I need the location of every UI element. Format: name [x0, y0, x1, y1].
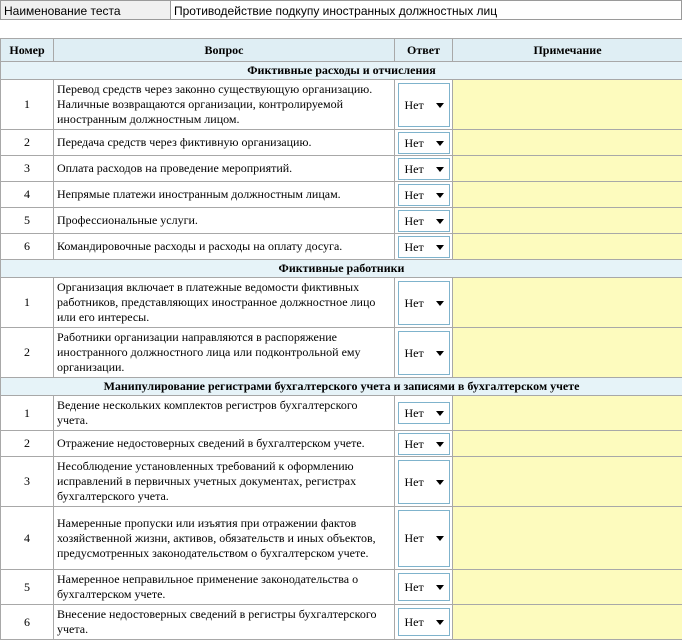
table-row: [1, 507, 682, 570]
column-header-number: Номер: [1, 39, 54, 62]
question-text: Отражение недостоверных сведений в бухгалтерском учете.: [54, 431, 395, 457]
chevron-down-icon: [436, 536, 444, 541]
question-text: Профессиональные услуги.: [54, 208, 395, 234]
question-number: 4: [1, 507, 54, 570]
note-input[interactable]: [453, 182, 682, 208]
chevron-down-icon: [436, 245, 444, 250]
answer-value: Нет: [405, 214, 424, 228]
question-number: 6: [1, 605, 54, 640]
answer-cell: [395, 507, 453, 570]
chevron-down-icon: [436, 193, 444, 198]
question-text: Непрямые платежи иностранным должностным лицам.: [54, 182, 395, 208]
section-title: Фиктивные работники: [1, 260, 682, 278]
answer-value: Нет: [405, 580, 424, 594]
chevron-down-icon: [436, 480, 444, 485]
note-input[interactable]: [453, 278, 682, 328]
answer-cell: [395, 396, 453, 431]
answer-select[interactable]: [398, 281, 450, 325]
question-number: 1: [1, 396, 54, 431]
chevron-down-icon: [436, 585, 444, 590]
table-row: [1, 605, 682, 640]
question-text: Командировочные расходы и расходы на оплату досуга.: [54, 234, 395, 260]
note-input[interactable]: [453, 328, 682, 378]
table-row: [1, 156, 682, 182]
answer-cell: [395, 278, 453, 328]
table-row: [1, 130, 682, 156]
table-row: [1, 328, 682, 378]
answer-value: Нет: [405, 98, 424, 112]
column-header-question: Вопрос: [54, 39, 395, 62]
question-number: 2: [1, 431, 54, 457]
question-number: 5: [1, 570, 54, 605]
chevron-down-icon: [436, 219, 444, 224]
answer-select[interactable]: [398, 210, 450, 232]
section-header-row: [1, 260, 682, 278]
answer-value: Нет: [405, 406, 424, 420]
question-text: Намеренное неправильное применение законодательства о бухгалтерском учете.: [54, 570, 395, 605]
answer-value: Нет: [405, 615, 424, 629]
table-row: [1, 570, 682, 605]
answer-select[interactable]: [398, 83, 450, 127]
question-number: 2: [1, 328, 54, 378]
question-text: Намеренные пропуски или изъятия при отражении фактов хозяйственной жизни, активов, обязательств и иных объектов, предусмотренных законодательством о бухгалтерском учете.: [54, 507, 395, 570]
answer-value: Нет: [405, 136, 424, 150]
note-input[interactable]: [453, 507, 682, 570]
question-text: Перевод средств через законно существующую организацию. Наличные возвращаются организации, контролируемой иностранным должностным лицом.: [54, 80, 395, 130]
answer-select[interactable]: [398, 608, 450, 636]
answer-select[interactable]: [398, 184, 450, 206]
section-title: Манипулирование регистрами бухгалтерского учета и записями в бухгалтерском учете: [1, 378, 682, 396]
test-name-value: Противодействие подкупу иностранных должностных лиц: [170, 0, 682, 20]
question-text: Передача средств через фиктивную организацию.: [54, 130, 395, 156]
column-header-answer: Ответ: [395, 39, 453, 62]
answer-value: Нет: [405, 296, 424, 310]
questions-table: [0, 38, 682, 640]
answer-cell: [395, 457, 453, 507]
question-text: Внесение недостоверных сведений в регистры бухгалтерского учета.: [54, 605, 395, 640]
note-input[interactable]: [453, 396, 682, 431]
chevron-down-icon: [436, 351, 444, 356]
answer-cell: [395, 130, 453, 156]
answer-select[interactable]: [398, 460, 450, 504]
answer-cell: [395, 431, 453, 457]
answer-select[interactable]: [398, 402, 450, 424]
question-text: Ведение нескольких комплектов регистров бухгалтерского учета.: [54, 396, 395, 431]
answer-value: Нет: [405, 437, 424, 451]
test-name-label: Наименование теста: [0, 0, 171, 20]
question-number: 1: [1, 80, 54, 130]
answer-cell: [395, 570, 453, 605]
chevron-down-icon: [436, 103, 444, 108]
note-input[interactable]: [453, 431, 682, 457]
question-text: Оплата расходов на проведение мероприятий.: [54, 156, 395, 182]
answer-value: Нет: [405, 346, 424, 360]
answer-cell: [395, 234, 453, 260]
test-header: [0, 0, 682, 22]
chevron-down-icon: [436, 442, 444, 447]
section-header-row: [1, 378, 682, 396]
question-number: 5: [1, 208, 54, 234]
question-text: Организация включает в платежные ведомости фиктивных работников, представляющих иностранное должностное лицо или его интересы.: [54, 278, 395, 328]
table-row: [1, 208, 682, 234]
question-text: Работники организации направляются в распоряжение иностранного должностного лица или подконтрольной ему организации.: [54, 328, 395, 378]
chevron-down-icon: [436, 167, 444, 172]
note-input[interactable]: [453, 457, 682, 507]
answer-value: Нет: [405, 188, 424, 202]
question-number: 4: [1, 182, 54, 208]
note-input[interactable]: [453, 570, 682, 605]
answer-cell: [395, 156, 453, 182]
answer-select[interactable]: [398, 132, 450, 154]
table-row: [1, 396, 682, 431]
answer-cell: [395, 208, 453, 234]
answer-select[interactable]: [398, 158, 450, 180]
answer-value: Нет: [405, 475, 424, 489]
chevron-down-icon: [436, 141, 444, 146]
question-number: 2: [1, 130, 54, 156]
table-header-row: [1, 39, 682, 62]
answer-value: Нет: [405, 531, 424, 545]
note-input[interactable]: [453, 80, 682, 130]
note-input[interactable]: [453, 234, 682, 260]
table-row: [1, 80, 682, 130]
chevron-down-icon: [436, 301, 444, 306]
note-input[interactable]: [453, 156, 682, 182]
table-row: [1, 182, 682, 208]
answer-value: Нет: [405, 240, 424, 254]
answer-select[interactable]: [398, 573, 450, 601]
question-number: 1: [1, 278, 54, 328]
answer-cell: [395, 328, 453, 378]
answer-cell: [395, 605, 453, 640]
note-input[interactable]: [453, 208, 682, 234]
chevron-down-icon: [436, 411, 444, 416]
answer-select[interactable]: [398, 433, 450, 455]
table-row: [1, 234, 682, 260]
question-number: 6: [1, 234, 54, 260]
answer-select[interactable]: [398, 331, 450, 375]
section-header-row: [1, 62, 682, 80]
answer-value: Нет: [405, 162, 424, 176]
question-text: Несоблюдение установленных требований к оформлению исправлений в первичных учетных документах, регистрах бухгалтерского учета.: [54, 457, 395, 507]
question-number: 3: [1, 156, 54, 182]
section-title: Фиктивные расходы и отчисления: [1, 62, 682, 80]
note-input[interactable]: [453, 605, 682, 640]
column-header-note: Примечание: [453, 39, 682, 62]
table-row: [1, 457, 682, 507]
answer-cell: [395, 182, 453, 208]
answer-select[interactable]: [398, 236, 450, 258]
table-row: [1, 431, 682, 457]
note-input[interactable]: [453, 130, 682, 156]
answer-select[interactable]: [398, 510, 450, 567]
question-number: 3: [1, 457, 54, 507]
chevron-down-icon: [436, 620, 444, 625]
answer-cell: [395, 80, 453, 130]
table-row: [1, 278, 682, 328]
